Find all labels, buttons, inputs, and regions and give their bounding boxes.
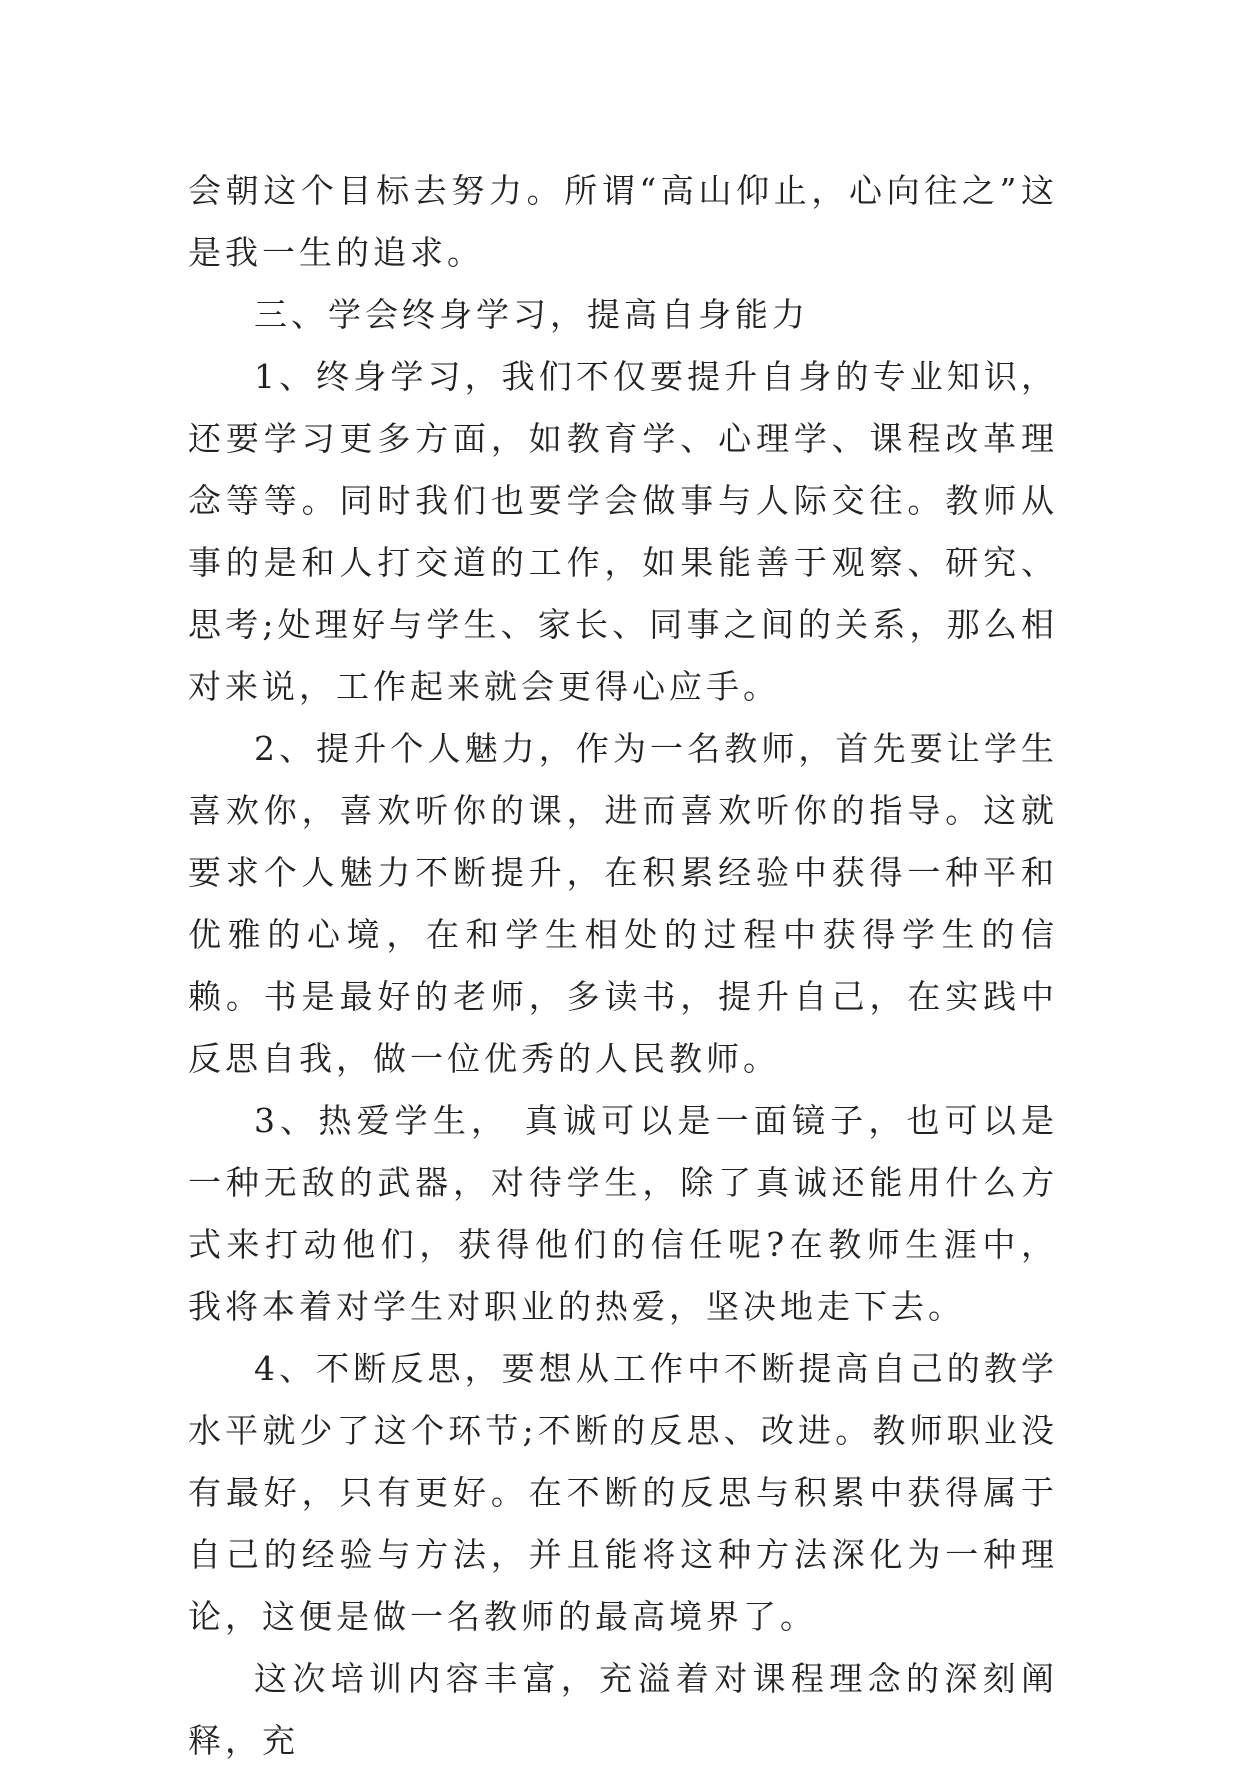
paragraph-goal-continuation: 会朝这个目标去努力。所谓“高山仰止，心向往之”这是我一生的追求。 bbox=[188, 171, 1058, 272]
paragraph-item-2-personal-charm: 2、提升个人魅力，作为一名教师，首先要让学生喜欢你，喜欢听你的课，进而喜欢听你的指导。这就要求个人魅力不断提升，在积累经验中获得一种平和优雅的心境，在和学生相处的过程中获得学生的信赖。书是最好的老师，多读书，提升自己，在实践中反思自我，做一位优秀的人民教师。 bbox=[188, 729, 1058, 1078]
document-body bbox=[188, 160, 1058, 1772]
section-heading-lifelong-learning: 三、学会终身学习，提高自身能力 bbox=[254, 295, 809, 334]
paragraph-item-3-love-students: 3、热爱学生， 真诚可以是一面镜子，也可以是一种无敌的武器，对待学生，除了真诚还能用什么方式来打动他们，获得他们的信任呢?在教师生涯中，我将本着对学生对职业的热爱，坚决地走下去。 bbox=[188, 1101, 1058, 1326]
paragraph-item-1-lifelong-learning: 1、终身学习，我们不仅要提升自身的专业知识，还要学习更多方面，如教育学、心理学、课程改革理念等等。同时我们也要学会做事与人际交往。教师从事的是和人打交道的工作，如果能善于观察、研究、思考;处理好与学生、家长、同事之间的关系，那么相对来说，工作起来就会更得心应手。 bbox=[188, 357, 1058, 706]
paragraph-training-summary: 这次培训内容丰富，充溢着对课程理念的深刻阐释，充 bbox=[188, 1659, 1058, 1760]
paragraph-item-4-reflection: 4、不断反思，要想从工作中不断提高自己的教学水平就少了这个环节;不断的反思、改进。教师职业没有最好，只有更好。在不断的反思与积累中获得属于自己的经验与方法，并且能将这种方法深化为一种理论，这便是做一名教师的最高境界了。 bbox=[188, 1349, 1058, 1636]
